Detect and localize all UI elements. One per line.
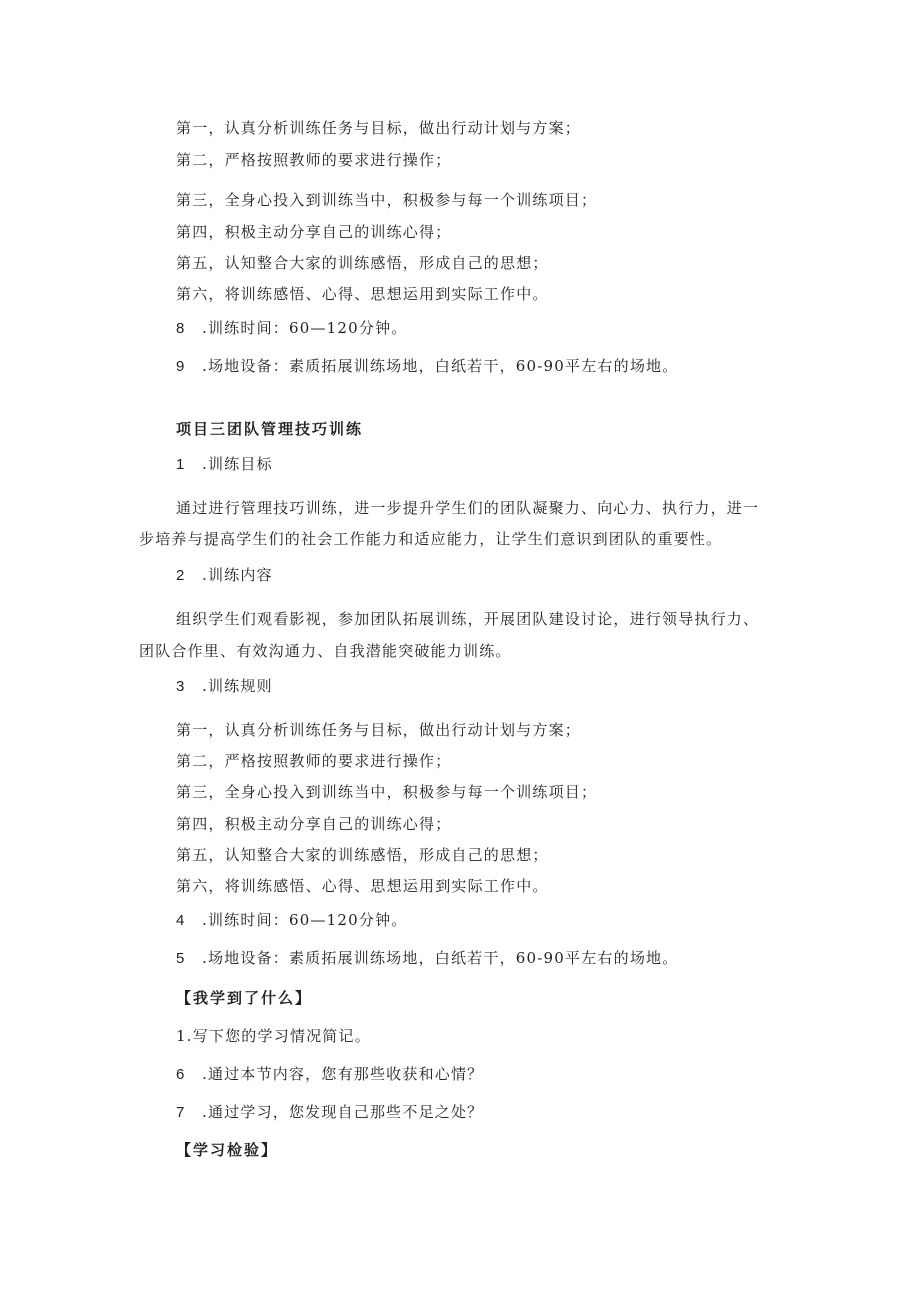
reflection-question: 1.写下您的学习情况简记。 bbox=[176, 1027, 371, 1045]
section-heading-text: .训练内容 bbox=[202, 566, 273, 584]
rule-second: 第二，严格按照教师的要求进行操作； bbox=[176, 151, 452, 169]
content-paragraph-line: 团队合作里、有效沟通力、自我潜能突破能力训练。 bbox=[139, 642, 512, 660]
section-number: 3 bbox=[176, 678, 186, 695]
venue-item bbox=[176, 356, 678, 377]
rule-sixth: 第六，将训练感悟、心得、思想运用到实际工作中。 bbox=[176, 285, 549, 303]
reflection-question bbox=[176, 1064, 483, 1085]
item-number: 9 bbox=[176, 358, 186, 375]
item-text: .训练时间：60—120分钟。 bbox=[202, 911, 408, 929]
training-time-item bbox=[176, 910, 408, 931]
section-heading-text: .训练规则 bbox=[202, 677, 273, 695]
rule-second: 第二，严格按照教师的要求进行操作； bbox=[176, 752, 452, 770]
rule-fifth: 第五，认知整合大家的训练感悟，形成自己的思想； bbox=[176, 846, 549, 864]
rule-third: 第三，全身心投入到训练当中，积极参与每一个训练项目； bbox=[176, 783, 598, 801]
venue-item bbox=[176, 948, 678, 969]
learned-heading: 【我学到了什么】 bbox=[176, 989, 313, 1007]
rule-first: 第一，认真分析训练任务与目标，做出行动计划与方案； bbox=[176, 119, 582, 137]
section-number: 1 bbox=[176, 456, 186, 473]
item-text: .场地设备：素质拓展训练场地，白纸若干，60-90平左右的场地。 bbox=[202, 949, 679, 967]
content-paragraph-line: 组织学生们观看影视，参加团队拓展训练，开展团队建设讨论，进行领导执行力、 bbox=[176, 610, 760, 628]
project-title: 项目三团队管理技巧训练 bbox=[176, 420, 364, 438]
section-heading-text: .训练目标 bbox=[202, 455, 273, 473]
item-number: 4 bbox=[176, 912, 186, 929]
item-number: 6 bbox=[176, 1066, 186, 1083]
section-heading-content bbox=[176, 565, 273, 586]
rule-sixth: 第六，将训练感悟、心得、思想运用到实际工作中。 bbox=[176, 877, 549, 895]
item-number: 8 bbox=[176, 320, 186, 337]
reflection-question bbox=[176, 1102, 483, 1123]
item-text: .训练时间：60—120分钟。 bbox=[202, 319, 408, 337]
item-number: 7 bbox=[176, 1104, 186, 1121]
section-number: 2 bbox=[176, 567, 186, 584]
section-heading-rules bbox=[176, 676, 273, 697]
goal-paragraph-line: 步培养与提高学生们的社会工作能力和适应能力，让学生们意识到团队的重要性。 bbox=[139, 530, 723, 548]
item-text: .通过本节内容，您有那些收获和心情？ bbox=[202, 1065, 484, 1083]
item-text: .通过学习，您发现自己那些不足之处？ bbox=[202, 1103, 484, 1121]
check-heading: 【学习检验】 bbox=[176, 1141, 279, 1159]
rule-third: 第三，全身心投入到训练当中，积极参与每一个训练项目； bbox=[176, 191, 598, 209]
rule-first: 第一，认真分析训练任务与目标，做出行动计划与方案； bbox=[176, 721, 582, 739]
training-time-item bbox=[176, 318, 408, 339]
rule-fourth: 第四，积极主动分享自己的训练心得； bbox=[176, 815, 452, 833]
goal-paragraph-line: 通过进行管理技巧训练，进一步提升学生们的团队凝聚力、向心力、执行力，进一 bbox=[176, 499, 760, 517]
rule-fourth: 第四，积极主动分享自己的训练心得； bbox=[176, 223, 452, 241]
rule-fifth: 第五，认知整合大家的训练感悟，形成自己的思想； bbox=[176, 254, 549, 272]
section-heading-goal bbox=[176, 454, 273, 475]
item-number: 5 bbox=[176, 950, 186, 967]
item-text: .场地设备：素质拓展训练场地，白纸若干，60-90平左右的场地。 bbox=[202, 357, 679, 375]
